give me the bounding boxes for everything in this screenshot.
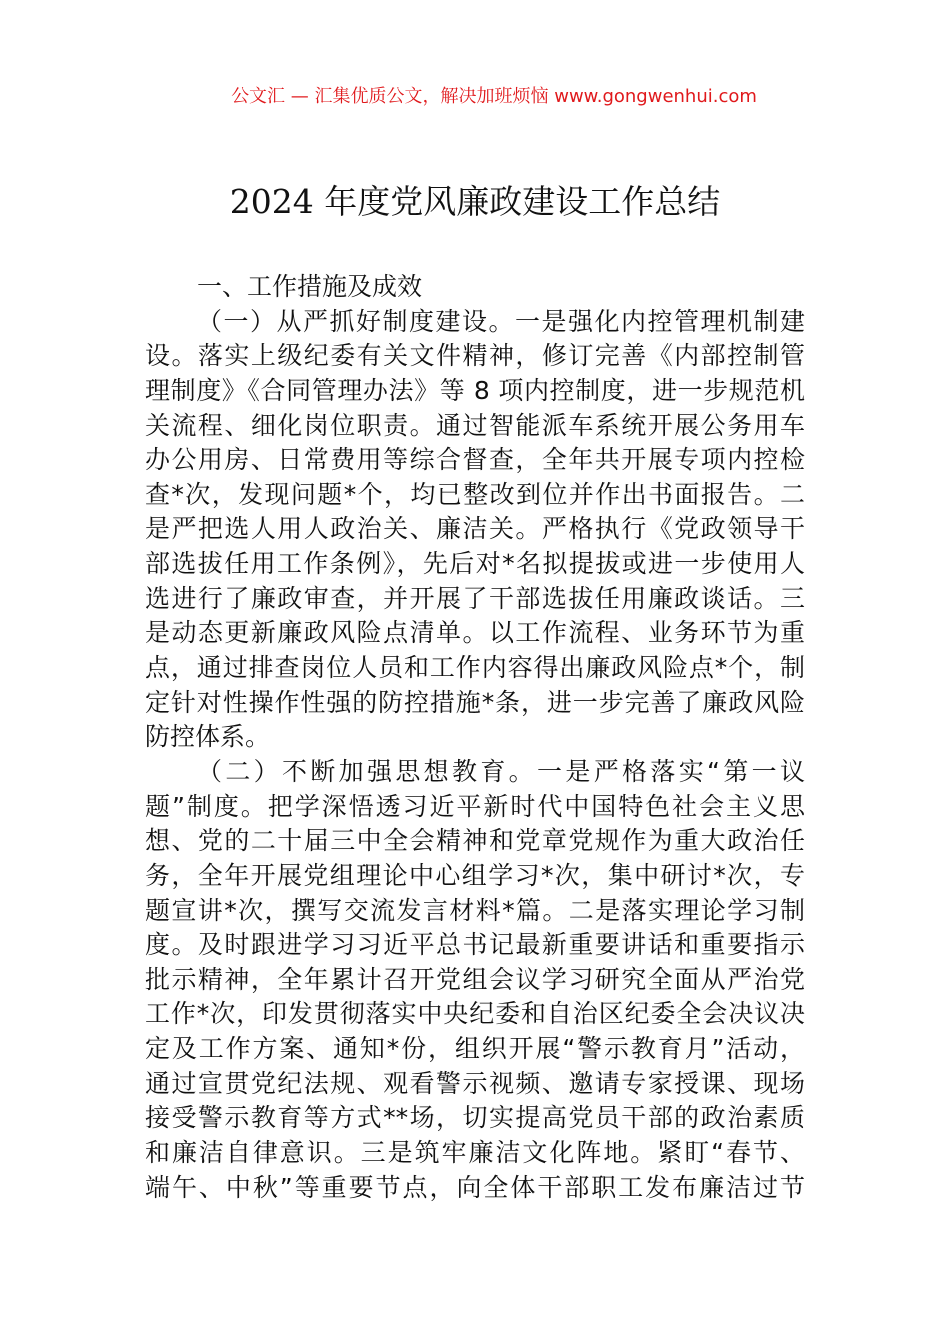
text-line: （二）不断加强思想教育。一是严格落实“第一议 (197, 756, 805, 786)
text-line: 查*次，发现问题*个，均已整改到位并作出书面报告。二 (145, 479, 805, 509)
text-line: 是严把选人用人政治关、廉洁关。严格执行《党政领导干 (145, 514, 805, 544)
text-line: 题”制度。把学深悟透习近平新时代中国特色社会主义思 (145, 791, 805, 821)
text-line: 办公用房、日常费用等综合督查，全年共开展专项内控检 (145, 445, 805, 475)
document-title: 2024 年度党风廉政建设工作总结 (229, 182, 721, 221)
document-body (145, 270, 805, 1205)
text-line: 接受警示教育等方式**场，切实提高党员干部的政治素质 (145, 1103, 805, 1133)
text-line: 定针对性操作性强的防控措施*条，进一步完善了廉政风险 (145, 687, 805, 717)
text-line: 题宣讲*次，撰写交流发言材料*篇。二是落实理论学习制 (145, 895, 805, 925)
text-line: 一、工作措施及成效 (197, 272, 423, 301)
text-line: 关流程、细化岗位职责。通过智能派车系统开展公务用车 (145, 410, 805, 440)
text-line: 点，通过排查岗位人员和工作内容得出廉政风险点*个，制 (145, 653, 805, 683)
text-line: 是动态更新廉政风险点清单。以工作流程、业务环节为重 (145, 618, 805, 648)
watermark-banner: 公文汇 — 汇集优质公文，解决加班烦恼 www.gongwenhui.com (231, 86, 757, 107)
text-line: 通过宣贯党纪法规、观看警示视频、邀请专家授课、现场 (145, 1068, 805, 1098)
text-line: 设。落实上级纪委有关文件精神，修订完善《内部控制管 (145, 341, 805, 371)
text-line: （一）从严抓好制度建设。一是强化内控管理机制建 (197, 306, 805, 336)
text-line: 定及工作方案、通知*份，组织开展“警示教育月”活动， (145, 1034, 805, 1064)
text-line: 部选拔任用工作条例》，先后对*名拟提拔或进一步使用人 (145, 549, 805, 579)
text-line: 务，全年开展党组理论中心组学习*次，集中研讨*次，专 (145, 860, 805, 890)
text-line: 选进行了廉政审查，并开展了干部选拔任用廉政谈话。三 (145, 583, 805, 613)
text-line: 和廉洁自律意识。三是筑牢廉洁文化阵地。紧盯“春节、 (145, 1138, 805, 1168)
text-line: 端午、中秋”等重要节点，向全体干部职工发布廉洁过节 (145, 1172, 805, 1202)
text-line: 防控体系。 (145, 722, 271, 752)
text-line: 想、党的二十届三中全会精神和党章党规作为重大政治任 (145, 826, 805, 856)
text-line: 工作*次，印发贯彻落实中央纪委和自治区纪委全会决议决 (145, 999, 805, 1029)
text-line: 理制度》《合同管理办法》等 8 项内控制度，进一步规范机 (145, 375, 805, 405)
text-line: 批示精神，全年累计召开党组会议学习研究全面从严治党 (145, 964, 805, 994)
text-line: 度。及时跟进学习习近平总书记最新重要讲话和重要指示 (145, 930, 805, 960)
